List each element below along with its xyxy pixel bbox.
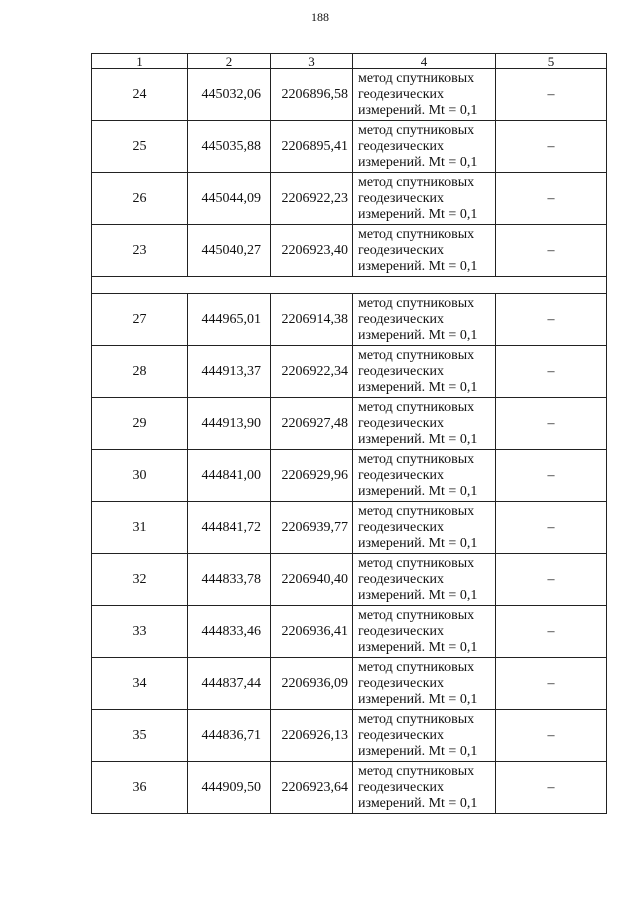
x-coordinate-cell: 445044,09 [188, 173, 271, 225]
method-line: геодезических [358, 467, 445, 483]
table-row [92, 225, 607, 277]
method-cell [353, 398, 496, 450]
table-row [92, 346, 607, 398]
method-line: геодезических [358, 138, 445, 154]
y-coordinate-cell: 2206927,48 [271, 398, 353, 450]
x-coordinate-cell: 445040,27 [188, 225, 271, 277]
method-line: измерений. Mt = 0,1 [358, 431, 478, 447]
table-row [92, 658, 607, 710]
method-cell [353, 554, 496, 606]
y-coordinate-cell: 2206936,09 [271, 658, 353, 710]
table-row [92, 173, 607, 225]
method-line: геодезических [358, 242, 445, 258]
method-line: метод спутниковых [358, 174, 475, 190]
method-cell [353, 173, 496, 225]
x-coordinate-cell: 445035,88 [188, 121, 271, 173]
note-cell: – [496, 294, 607, 346]
note-cell: – [496, 69, 607, 121]
table-row [92, 710, 607, 762]
x-coordinate-cell: 444833,78 [188, 554, 271, 606]
method-line: геодезических [358, 86, 445, 102]
method-line: геодезических [358, 779, 445, 795]
point-number-cell: 31 [92, 502, 188, 554]
table-row [92, 762, 607, 814]
x-coordinate-cell: 444841,72 [188, 502, 271, 554]
note-cell: – [496, 710, 607, 762]
y-coordinate-cell: 2206940,40 [271, 554, 353, 606]
note-cell: – [496, 606, 607, 658]
method-line: измерений. Mt = 0,1 [358, 587, 478, 603]
method-line: измерений. Mt = 0,1 [358, 691, 478, 707]
method-line: метод спутниковых [358, 659, 475, 675]
y-coordinate-cell: 2206895,41 [271, 121, 353, 173]
note-cell: – [496, 398, 607, 450]
x-coordinate-cell: 445032,06 [188, 69, 271, 121]
point-number-cell: 24 [92, 69, 188, 121]
method-line: геодезических [358, 311, 445, 327]
table-row [92, 69, 607, 121]
method-line: метод спутниковых [358, 711, 475, 727]
x-coordinate-cell: 444837,44 [188, 658, 271, 710]
x-coordinate-cell: 444965,01 [188, 294, 271, 346]
method-line: измерений. Mt = 0,1 [358, 639, 478, 655]
note-cell: – [496, 762, 607, 814]
x-coordinate-cell: 444909,50 [188, 762, 271, 814]
x-coordinate-cell: 444836,71 [188, 710, 271, 762]
y-coordinate-cell: 2206929,96 [271, 450, 353, 502]
method-cell [353, 710, 496, 762]
separator-row [92, 277, 607, 294]
method-line: измерений. Mt = 0,1 [358, 206, 478, 222]
y-coordinate-cell: 2206896,58 [271, 69, 353, 121]
method-cell [353, 294, 496, 346]
table-row [92, 121, 607, 173]
method-line: метод спутниковых [358, 399, 475, 415]
note-cell: – [496, 121, 607, 173]
method-line: геодезических [358, 363, 445, 379]
method-line: измерений. Mt = 0,1 [358, 379, 478, 395]
point-number-cell: 29 [92, 398, 188, 450]
header-col-2: 2 [188, 54, 271, 69]
point-number-cell: 26 [92, 173, 188, 225]
header-col-4: 4 [353, 54, 496, 69]
point-number-cell: 35 [92, 710, 188, 762]
method-line: измерений. Mt = 0,1 [358, 102, 478, 118]
table-row [92, 606, 607, 658]
point-number-cell: 30 [92, 450, 188, 502]
method-line: измерений. Mt = 0,1 [358, 327, 478, 343]
header-col-3: 3 [271, 54, 353, 69]
x-coordinate-cell: 444913,37 [188, 346, 271, 398]
page-number: 188 [311, 10, 329, 24]
method-cell [353, 69, 496, 121]
method-line: измерений. Mt = 0,1 [358, 743, 478, 759]
point-number-cell: 33 [92, 606, 188, 658]
method-line: метод спутниковых [358, 763, 475, 779]
method-line: измерений. Mt = 0,1 [358, 483, 478, 499]
x-coordinate-cell: 444913,90 [188, 398, 271, 450]
coordinates-table [91, 53, 607, 814]
method-cell [353, 606, 496, 658]
method-line: измерений. Mt = 0,1 [358, 795, 478, 811]
method-line: метод спутниковых [358, 503, 475, 519]
method-line: метод спутниковых [358, 347, 475, 363]
method-line: метод спутниковых [358, 607, 475, 623]
point-number-cell: 28 [92, 346, 188, 398]
method-line: геодезических [358, 727, 445, 743]
header-col-5: 5 [496, 54, 607, 69]
method-line: метод спутниковых [358, 226, 475, 242]
note-cell: – [496, 173, 607, 225]
table-row [92, 502, 607, 554]
method-line: метод спутниковых [358, 70, 475, 86]
point-number-cell: 34 [92, 658, 188, 710]
method-line: геодезических [358, 675, 445, 691]
note-cell: – [496, 502, 607, 554]
method-line: геодезических [358, 571, 445, 587]
y-coordinate-cell: 2206923,64 [271, 762, 353, 814]
method-cell [353, 121, 496, 173]
method-cell [353, 346, 496, 398]
method-line: геодезических [358, 415, 445, 431]
table-row [92, 554, 607, 606]
method-line: метод спутниковых [358, 122, 475, 138]
point-number-cell: 25 [92, 121, 188, 173]
table-row [92, 450, 607, 502]
method-cell [353, 658, 496, 710]
method-cell [353, 502, 496, 554]
method-cell [353, 762, 496, 814]
note-cell: – [496, 450, 607, 502]
x-coordinate-cell: 444841,00 [188, 450, 271, 502]
note-cell: – [496, 346, 607, 398]
point-number-cell: 32 [92, 554, 188, 606]
method-line: измерений. Mt = 0,1 [358, 535, 478, 551]
table-row [92, 398, 607, 450]
y-coordinate-cell: 2206922,34 [271, 346, 353, 398]
header-col-1: 1 [92, 54, 188, 69]
method-cell [353, 450, 496, 502]
x-coordinate-cell: 444833,46 [188, 606, 271, 658]
method-line: геодезических [358, 190, 445, 206]
y-coordinate-cell: 2206936,41 [271, 606, 353, 658]
note-cell: – [496, 225, 607, 277]
point-number-cell: 23 [92, 225, 188, 277]
y-coordinate-cell: 2206922,23 [271, 173, 353, 225]
method-line: метод спутниковых [358, 555, 475, 571]
note-cell: – [496, 554, 607, 606]
header-row [92, 54, 607, 69]
coordinates-table-body [92, 54, 607, 814]
method-line: геодезических [358, 519, 445, 535]
method-line: измерений. Mt = 0,1 [358, 258, 478, 274]
y-coordinate-cell: 2206939,77 [271, 502, 353, 554]
method-cell [353, 225, 496, 277]
point-number-cell: 27 [92, 294, 188, 346]
note-cell: – [496, 658, 607, 710]
table-row [92, 294, 607, 346]
separator-cell [92, 277, 607, 294]
method-line: метод спутниковых [358, 295, 475, 311]
y-coordinate-cell: 2206926,13 [271, 710, 353, 762]
method-line: геодезических [358, 623, 445, 639]
method-line: метод спутниковых [358, 451, 475, 467]
point-number-cell: 36 [92, 762, 188, 814]
method-line: измерений. Mt = 0,1 [358, 154, 478, 170]
y-coordinate-cell: 2206923,40 [271, 225, 353, 277]
y-coordinate-cell: 2206914,38 [271, 294, 353, 346]
